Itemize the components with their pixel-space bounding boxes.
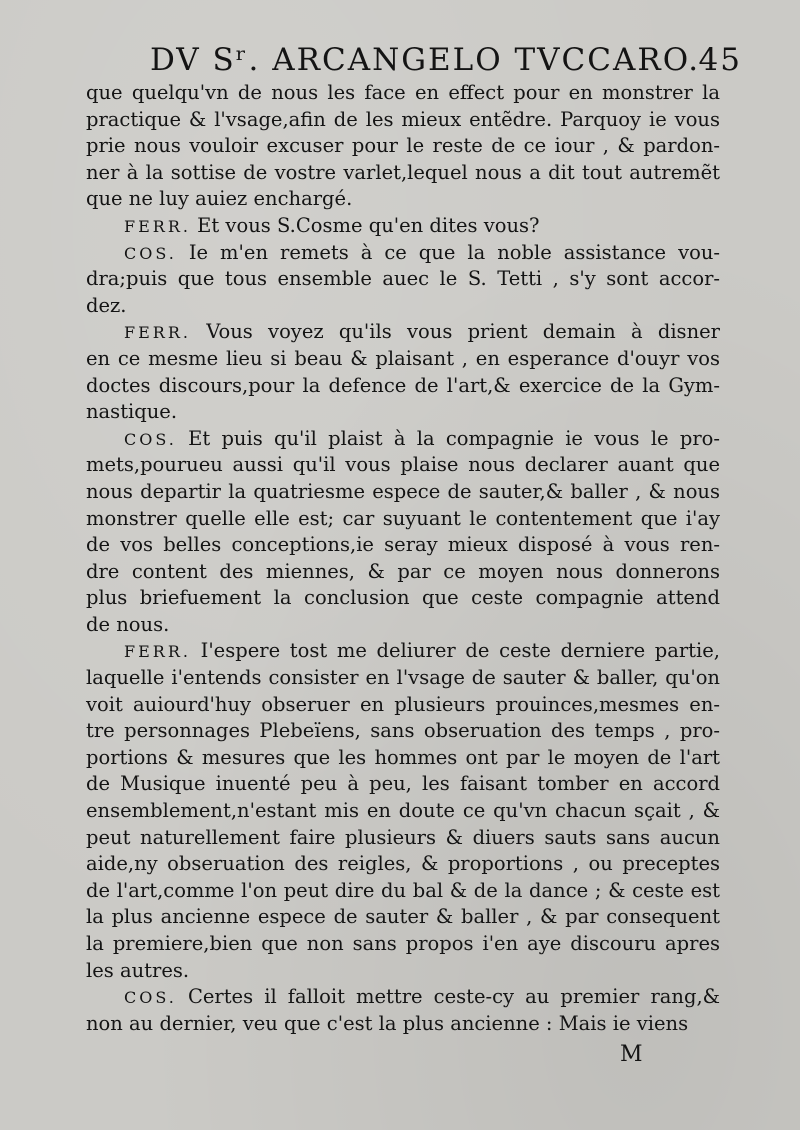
- speaker-name: COS.: [124, 988, 177, 1008]
- text-line: [86, 160, 720, 187]
- running-title: DV Sʳ. ARCANGELO TVCCARO.: [150, 42, 701, 78]
- text-line: [86, 665, 720, 692]
- line-text: les autres.: [86, 958, 190, 982]
- text-line: [86, 373, 720, 400]
- line-text: voit auiourd'huy obseruer en plusieurs prouinces,mesmes en-: [86, 692, 720, 716]
- text-line: [86, 452, 720, 479]
- line-text: la premiere,bien que non sans propos i'en aye discouru apres: [86, 932, 720, 955]
- text-line: [86, 506, 720, 533]
- line-text: monstrer quelle elle est; car suyuant le contentement que i'ay: [86, 506, 720, 530]
- line-text: la plus ancienne espece de sauter & baller , & par consequent: [86, 905, 720, 929]
- paragraph: [86, 638, 720, 984]
- text-line: [86, 133, 720, 160]
- text-line: [86, 293, 720, 320]
- line-text: Certes il falloit mettre ceste-cy au premier rang,&: [176, 985, 720, 1009]
- text-line: [86, 771, 720, 798]
- text-line: [86, 984, 720, 1011]
- text-line: [86, 319, 720, 346]
- text-line: [86, 958, 720, 985]
- line-text: ner à la sottise de vostre varlet,lequel nous a dit tout autremẽt: [86, 160, 720, 184]
- line-text: non au dernier, veu que c'est la plus ancienne : Mais ie viens: [86, 1011, 689, 1035]
- text-line: [86, 80, 720, 107]
- line-text: Et puis qu'il plaist à la compagnie ie vous le pro-: [176, 426, 720, 450]
- line-text: laquelle i'entends consister en l'vsage de sauter & baller, qu'on: [86, 666, 720, 690]
- paragraph: [86, 984, 720, 1037]
- text-line: [86, 798, 720, 825]
- text-line: [86, 585, 720, 612]
- text-line: [86, 559, 720, 586]
- text-line: [86, 851, 720, 878]
- text-line: [86, 692, 720, 719]
- line-text: Vous voyez qu'ils vous prient demain à disner: [190, 320, 720, 344]
- text-line: [86, 240, 720, 267]
- line-text: que ne luy auiez enchargé.: [86, 187, 353, 211]
- text-line: [86, 107, 720, 134]
- text-line: [86, 825, 720, 852]
- line-text: ensemblement,n'estant mis en doute ce qu'vn chacun sçait , &: [86, 799, 720, 823]
- line-text: que quelqu'vn de nous les face en effect pour en monstrer la: [86, 81, 720, 104]
- line-text: de Musique inuenté peu à peu, les faisant tomber en accord: [86, 772, 720, 796]
- line-text: dre content des miennes, & par ce moyen nous donnerons: [86, 559, 720, 583]
- speaker-name: FERR.: [124, 216, 191, 236]
- text-line: [86, 1011, 720, 1038]
- line-text: aide,ny obseruation des reigles, & proportions , ou preceptes: [86, 852, 720, 876]
- line-text: practique & l'vsage,afin de les mieux entẽdre. Parquoy ie vous: [86, 107, 720, 131]
- line-text: de l'art,comme l'on peut dire du bal & de la dance ; & ceste est: [86, 878, 720, 902]
- line-text: en ce mesme lieu si beau & plaisant , en esperance d'ouyr vos: [86, 346, 720, 370]
- text-line: [86, 266, 720, 293]
- line-text: I'espere tost me deliurer de ceste derniere partie,: [190, 639, 720, 663]
- text-line: [86, 904, 720, 931]
- text-line: [86, 213, 720, 240]
- text-line: [86, 612, 720, 639]
- text-line: [86, 479, 720, 506]
- text-line: [86, 718, 720, 745]
- line-text: Et vous S.Cosme qu'en dites vous?: [190, 213, 540, 237]
- text-line: [86, 931, 720, 958]
- page-number: 45: [698, 42, 742, 78]
- line-text: nous departir la quatriesme espece de sauter,& baller , & nous: [86, 479, 720, 503]
- line-text: de vos belles conceptions,ie seray mieux disposé à vous ren-: [86, 533, 720, 557]
- line-text: tre personnages Plebeïens, sans obseruation des temps , pro-: [86, 719, 720, 743]
- speaker-name: FERR.: [124, 323, 191, 343]
- paragraph: [86, 240, 720, 320]
- line-text: prie nous vouloir excuser pour le reste de ce iour , & pardon-: [86, 134, 720, 158]
- line-text: de nous.: [86, 612, 170, 636]
- line-text: nastique.: [86, 400, 178, 424]
- text-line: [86, 638, 720, 665]
- text-line: [86, 878, 720, 905]
- paragraph: [86, 80, 720, 213]
- catchword: M: [620, 1042, 643, 1067]
- line-text: plus briefuement la conclusion que ceste compagnie attend: [86, 586, 720, 610]
- paragraph: [86, 426, 720, 639]
- line-text: dra;puis que tous ensemble auec le S. Tetti , s'y sont accor-: [86, 267, 720, 291]
- speaker-name: COS.: [124, 429, 177, 449]
- paragraph: [86, 213, 720, 240]
- line-text: mets,pourueu aussi qu'il vous plaise nous declarer auant que: [86, 453, 720, 477]
- text-line: [86, 346, 720, 373]
- text-line: [86, 399, 720, 426]
- line-text: dez.: [86, 293, 127, 317]
- text-line: [86, 532, 720, 559]
- line-text: doctes discours,pour la defence de l'art,& exercice de la Gym-: [86, 373, 720, 397]
- text-line: [86, 186, 720, 213]
- line-text: peut naturellement faire plusieurs & diuers sauts sans aucun: [86, 825, 720, 849]
- text-line: [86, 745, 720, 772]
- speaker-name: FERR.: [124, 642, 191, 662]
- speaker-name: COS.: [124, 243, 177, 263]
- paragraph: [86, 319, 720, 425]
- text-body: [86, 80, 720, 1037]
- line-text: portions & mesures que les hommes ont par le moyen de l'art: [86, 745, 720, 769]
- text-line: [86, 426, 720, 453]
- line-text: Ie m'en remets à ce que la noble assistance vou-: [176, 240, 720, 264]
